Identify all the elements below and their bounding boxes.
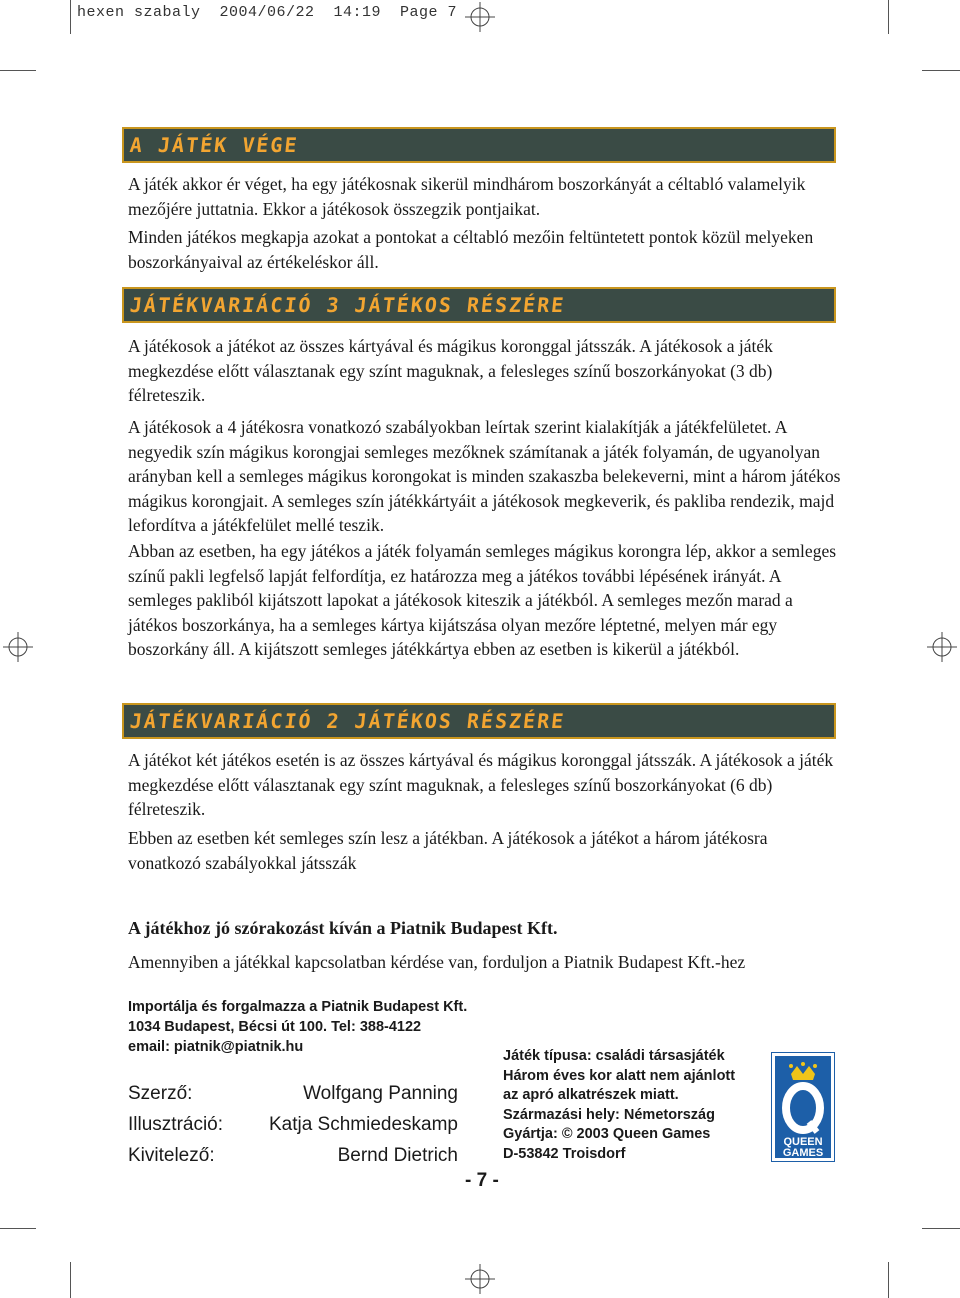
section-heading-bar <box>122 287 836 323</box>
registration-mark-icon <box>465 1264 495 1294</box>
queen-games-logo <box>771 1052 835 1162</box>
section-heading: JÁTÉKVARIÁCIÓ 3 JÁTÉKOS RÉSZÉRE <box>128 293 567 317</box>
page-number: - 7 - <box>465 1170 499 1191</box>
product-info <box>503 1047 773 1165</box>
importer-line: 1034 Budapest, Bécsi út 100. Tel: 388-4122 <box>128 1019 422 1035</box>
info-line: Gyártja: © 2003 Queen Games <box>503 1126 711 1143</box>
paragraph: A játékosok a játékot az összes kártyával és mágikus koronggal játsszák. A játékosok a játék megkezdése előtt választanak egy színt maguknak, a felesleges színű boszorkányokat (3 db) félreteszik. <box>128 336 773 405</box>
paragraph: Abban az esetben, ha egy játékos a játék folyamán semleges mágikus korongra lép, akkor a semleges színű pakli legfelső lapját felfordítja, ez határozza meg a játékos további lépésének irányát. A semleges pakliból kijátszott lapokat a játékosok kiteszik a játékból. A semleges mezőn marad a játékos boszorkánya, ha a semleges kártya kijátszása olyan mezőre léptetné, melyen már egy boszorkány áll. A kijátszott semleges játékkártya ebben az esetben is kikerül a játékból. <box>128 541 837 659</box>
paragraph: Ebben az esetben két semleges szín lesz a játékban. A játékosok a játékot a három játékosra vonatkozó szabályokkal játsszák <box>128 828 768 873</box>
paragraph: A játék akkor ér véget, ha egy játékosnak sikerül mindhárom boszorkányát a céltabló valamelyik mezőjére juttatnia. Ekkor a játékosok összegzik pontjaikat. <box>128 174 806 219</box>
paragraph: A játékot két játékos esetén is az összes kártyával és mágikus koronggal játsszák. A játékosok a játék megkezdése előtt választanak egy színt maguknak, a felesleges színű boszorkányokat (6 db) félreteszik. <box>128 750 834 819</box>
importer-email: email: piatnik@piatnik.hu <box>128 1039 304 1055</box>
credit-role: Kivitelező: <box>128 1144 215 1166</box>
info-line: Származási hely: Németország <box>503 1106 715 1123</box>
paragraph: Minden játékos megkapja azokat a pontokat a céltabló mezőin feltüntetett pontok közül melyeken boszorkányaival az értékeléskor áll. <box>128 227 814 272</box>
section-heading-bar <box>122 703 836 739</box>
crop-mark <box>922 1228 960 1229</box>
section-heading-bar <box>122 127 836 163</box>
registration-mark-icon <box>3 632 33 662</box>
section-heading: A JÁTÉK VÉGE <box>128 133 300 157</box>
crop-mark <box>888 1262 889 1298</box>
crop-mark <box>70 0 71 34</box>
registration-mark-icon <box>465 2 495 32</box>
credit-row <box>128 1109 458 1140</box>
paragraph: A játékosok a 4 játékosra vonatkozó szabályokban leírtak szerint kialakítják a játékfelületet. A negyedik szín mágikus korongjai semleges mezőknek számítanak a játék folyamán, de ugyanolyan arányban kell a semleges mágikus korongokat is minden szakaszba belekeverni, mint a három játékos mágikus korongjait. A semleges szín játékkártyáit a játékosok megkeverik, és pakliba rendezik, majd lefordítva a játékfelület mellé teszik. <box>128 417 841 535</box>
credit-name: Katja Schmiedeskamp <box>268 1113 458 1135</box>
info-line: Játék típusa: családi társasjáték <box>503 1048 725 1064</box>
crop-mark <box>0 1228 36 1229</box>
crop-mark <box>888 0 889 34</box>
closing-wish: A játékhoz jó szórakozást kíván a Piatnik Budapest Kft. <box>128 918 558 938</box>
section-heading: JÁTÉKVARIÁCIÓ 2 JÁTÉKOS RÉSZÉRE <box>128 709 567 733</box>
crop-mark <box>922 70 960 71</box>
credit-role: Illusztráció: <box>128 1113 224 1135</box>
crop-mark <box>70 1262 71 1298</box>
info-line: D-53842 Troisdorf <box>503 1145 626 1162</box>
credit-name: Wolfgang Panning <box>303 1082 458 1104</box>
credit-name: Bernd Dietrich <box>337 1144 458 1166</box>
registration-mark-icon <box>927 632 957 662</box>
closing-contact: Amennyiben a játékkal kapcsolatban kérdése van, forduljon a Piatnik Budapest Kft.-hez <box>128 952 746 972</box>
importer-block <box>128 997 467 1057</box>
crop-mark <box>0 70 36 71</box>
importer-line: Importálja és forgalmazza a Piatnik Budapest Kft. <box>128 999 468 1015</box>
logo-text: GAMES <box>782 1147 824 1159</box>
logo-text: QUEEN <box>783 1136 823 1148</box>
credit-role: Szerző: <box>128 1082 193 1104</box>
info-line: Három éves kor alatt nem ajánlott <box>503 1067 736 1084</box>
credit-row <box>128 1140 458 1171</box>
credits-block <box>128 1078 458 1171</box>
info-line: az apró alkatrészek miatt. <box>503 1087 679 1104</box>
printer-slug: hexen szabaly 2004/06/22 14:19 Page 7 <box>77 4 458 21</box>
credit-row <box>128 1078 458 1109</box>
